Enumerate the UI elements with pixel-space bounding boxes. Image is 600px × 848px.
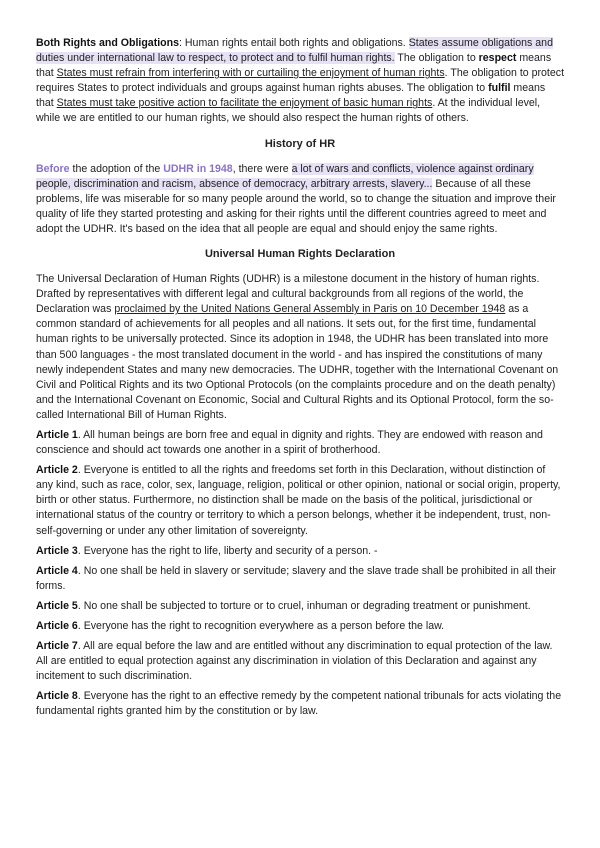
text-run: means that: [36, 82, 546, 110]
article-label: Article 8: [36, 690, 78, 703]
underlined-text: proclaimed by the United Nations General Assembly in Paris on 10 December 1948: [114, 303, 506, 316]
article-label: Article 4: [36, 564, 78, 577]
text-run: as a common standard of achievements for all peoples and all nations. It sets out, for the first time, fundamental human rights to be universally protected. Since its adoption in 1948, the UDHR has been translated into more than 500 languages - the most translated document in the world - and has inspired the constitutions of many newly independent States and many new democracies. The UDHR, together with the International Covenant on Civil and Political Rights and its two Optional Protocols (on the complaints procedure and on the death penalty) and the International Covenant on Economic, Social and Cultural Rights and its Optional Protocol, form the so-called International Bill of Human Rights.: [36, 303, 559, 421]
text-run: . The obligation to protect requires States to protect individuals and groups against human rights abuses. The obligation to: [36, 67, 565, 95]
article-2: [36, 463, 564, 538]
underlined-text: States must take positive action to facilitate the enjoyment of basic human rights: [56, 97, 433, 110]
text-run: means that: [36, 52, 552, 80]
text-run: . At the individual level, while we are entitled to our human rights, we should also respect the human rights of others.: [36, 97, 541, 125]
article-label: Article 7: [36, 640, 78, 653]
udhr-paragraph: [36, 272, 564, 423]
article-text: . Everyone has the right to life, liberty and security of a person. -: [77, 544, 378, 557]
text-run: the adoption of the: [69, 162, 164, 175]
text-run: The obligation to: [394, 52, 479, 65]
article-label: Article 5: [36, 599, 78, 612]
article-5: [36, 599, 564, 614]
article-text: . No one shall be subjected to torture or to cruel, inhuman or degrading treatment or punishment.: [77, 599, 531, 612]
article-text: . No one shall be held in slavery or servitude; slavery and the slave trade shall be prohibited in all their forms.: [36, 564, 556, 592]
article-label: Article 1: [36, 428, 78, 441]
text-run: Because of all these problems, life was miserable for so many people around the world, so to change the situation and improve their quality of life they started protesting and asking for their rights until the different countries agreed to meet and adopt the UDHR. It's based on the idea that all people are equal and should enjoy the same rights.: [36, 177, 556, 235]
emphasis-text: UDHR in 1948: [163, 162, 233, 175]
text-run: The Universal Declaration of Human Rights (UDHR) is a milestone document in the history of human rights. Drafted by representatives with different legal and cultural backgrounds from all regions of the world, the Declaration was: [36, 273, 540, 316]
article-6: [36, 619, 564, 634]
emphasis-text: Before: [36, 162, 70, 175]
underlined-text: States must refrain from interfering with or curtailing the enjoyment of human rights: [56, 67, 445, 80]
highlighted-text: States assume obligations and duties under international law to respect, to protect and to fulfil human rights.: [36, 37, 553, 65]
article-3: [36, 544, 564, 559]
article-4: [36, 564, 564, 594]
highlighted-text: a lot of wars and conflicts, violence against ordinary people, discrimination and racism, absence of democracy, arbitrary arrests, slavery...: [36, 162, 534, 190]
text-run: , there were: [232, 162, 292, 175]
article-text: . Everyone has the right to recognition everywhere as a person before the law.: [77, 620, 445, 632]
article-label: Article 3: [36, 544, 78, 557]
udhr-heading: Universal Human Rights Declaration: [204, 248, 396, 261]
articles-list: [36, 428, 564, 720]
article-text: . All are equal before the law and are entitled without any discrimination to equal protection of the law. All are entitled to equal protection against any discrimination in violation of this Declaration and against any incitement to such discrimination.: [36, 640, 553, 683]
article-label: Article 2: [36, 464, 78, 477]
article-7: [36, 639, 564, 684]
bold-term: fulfil: [488, 82, 511, 95]
article-8: [36, 689, 564, 719]
history-heading: History of HR: [264, 137, 336, 150]
text-run: : Human rights entail both rights and obligations.: [179, 37, 409, 49]
history-paragraph: [36, 162, 564, 237]
article-text: . All human beings are born free and equal in dignity and rights. They are endowed with reason and conscience and should act towards one another in a spirit of brotherhood.: [36, 428, 543, 457]
bold-term: Both Rights and Obligations: [36, 37, 180, 49]
article-1: [36, 428, 564, 458]
article-label: Article 6: [36, 620, 78, 632]
article-text: . Everyone is entitled to all the rights and freedoms set forth in this Declaration, without distinction of any kind, such as race, color, sex, language, religion, political or other opinion, national or social origin, property, birth or other status. Furthermore, no distinction shall be made on the basis of the political, jurisdictional or international status of the country or territory to which a person belongs, whether it be independent, trust, non-self-governing or under any other limitation of sovereignty.: [36, 464, 561, 537]
bold-term: respect: [478, 52, 517, 65]
article-text: . Everyone has the right to an effective remedy by the competent national tribunals for acts violating the fundamental rights granted him by the constitution or by law.: [36, 690, 562, 718]
rights-obligations-paragraph: [36, 36, 564, 127]
